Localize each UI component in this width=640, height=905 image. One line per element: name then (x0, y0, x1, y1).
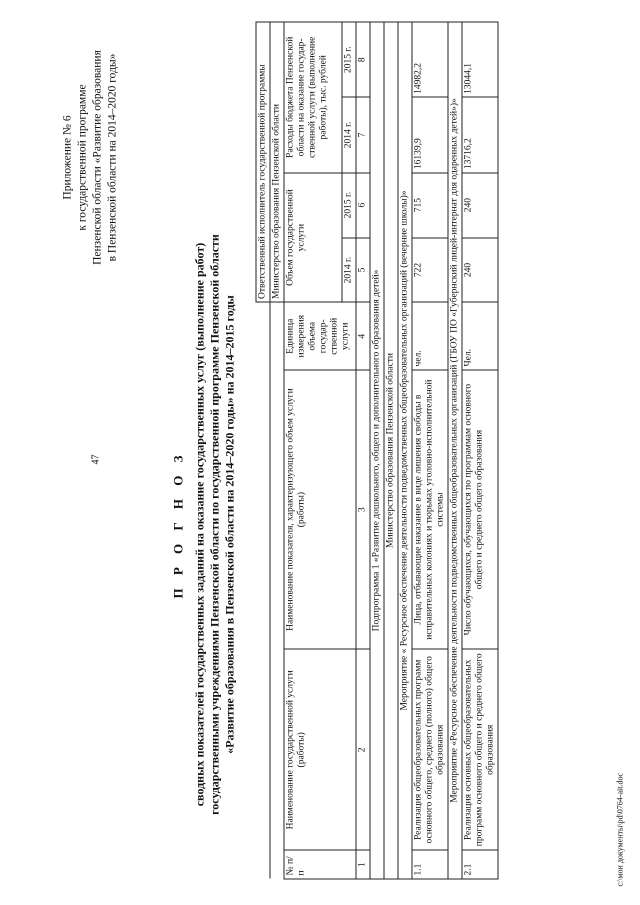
row-2-indicator: Число обучающихся, обучающихся по программам основного общего и среднего общего образования (462, 370, 498, 649)
event-2-title: Мероприятие «Ресурсное обеспечение деятельности подведомственных общеобразовательных организаций (ГБОУ ПО «Губернский лицей-интернат для одаренных детей»)» (448, 22, 462, 879)
annex-line-1: Приложение № 6 (61, 115, 74, 200)
row-2-expenses-2014: 13716,2 (462, 97, 498, 172)
row-2-unit: Чел. (462, 303, 498, 371)
row-1-expenses-2015: 14982,2 (412, 22, 448, 97)
volume-year-2014: 2014 г. (342, 238, 356, 303)
heading-line-3: «Развитие образования в Пензенской области на 2014–2020 годы» на 2014–2015 годы (222, 295, 237, 754)
ministry-title: Министерство образования Пензенской области (384, 22, 398, 879)
table-row (462, 22, 498, 879)
colnum-7: 7 (356, 97, 370, 172)
event-1-title: Мероприятие « Ресурсное обеспечение деятельности подведомственных общеобразовательных организаций (вечерние школы)» (398, 22, 412, 879)
row-2-expenses-2015: 13044,1 (462, 22, 498, 97)
header-row-main (284, 22, 342, 879)
annex-line-3: Пензенской области «Развитие образования (91, 50, 104, 265)
rotated-page (1, 0, 640, 905)
forecast-table (256, 22, 499, 880)
header-row-responsible (256, 22, 270, 879)
unit-header: Единица измерения объема государ-ственной услуги (284, 303, 356, 371)
row-1-volume-2015: 715 (412, 173, 448, 238)
colnum-6: 6 (356, 173, 370, 238)
row-1-num: 1.1 (412, 850, 448, 879)
row-1-expenses-2014: 16139,9 (412, 97, 448, 172)
subprogram-title: Подпрограмма 1 «Развитие дошкольного, общего и дополнительного образования детей» (370, 22, 384, 879)
column-number-row (356, 22, 370, 879)
document-heading (171, 215, 238, 835)
volume-header: Объем государственной услуги (284, 173, 342, 303)
annex-line-2: к государственной программе (76, 84, 89, 231)
heading-line-2: государственными учреждениями Пензенской области по государственной программе Пензенской области (207, 234, 222, 815)
heading-line-1: сводных показателей государственных заданий на оказание государственных услуг (выполнение работ) (192, 242, 207, 807)
file-path-footer: c:\мои документы\pd\0764-ait.doc (615, 773, 625, 887)
volume-year-2015: 2015 г. (342, 173, 356, 238)
responsible-header: Ответственный исполнитель государственной программы (256, 22, 270, 303)
row-2-volume-2014: 240 (462, 238, 498, 303)
expenses-header: Расходы бюджета Пензенской области на оказание государ-ственной услуги (выполнение работы), тыс. рублей (284, 22, 342, 173)
row-2-service: Реализация основных общеобразовательных программ основного общего и среднего общего образования (462, 649, 498, 850)
colnum-5: 5 (356, 238, 370, 303)
annex-line-4: в Пензенской области на 2014–2020 годы» (106, 53, 119, 262)
colnum-1: 1 (356, 850, 370, 879)
row-1-service: Реализация общеобразовательных программ основного общего, среднего (полного) общего образования (412, 649, 448, 850)
colnum-8: 8 (356, 22, 370, 97)
indicator-header: Наименование показателя, характеризующего объем услуги (работы) (284, 370, 356, 649)
colnum-3: 3 (356, 370, 370, 649)
event-row-1 (398, 22, 412, 879)
header-row-ministry (270, 22, 284, 879)
event-row-2 (448, 22, 462, 879)
colnum-2: 2 (356, 649, 370, 850)
table-row (412, 22, 448, 879)
ministry-row (384, 22, 398, 879)
row-2-num: 2.1 (462, 850, 498, 879)
service-header: Наименование государственной услуги (работы) (284, 649, 356, 850)
row-1-volume-2014: 722 (412, 238, 448, 303)
expenses-year-2014: 2014 г. (342, 97, 356, 172)
row-2-volume-2015: 240 (462, 173, 498, 238)
annex-block (61, 18, 121, 298)
num-header: № п/п (284, 850, 356, 879)
page-number: 47 (90, 454, 102, 465)
subprogram-row (370, 22, 384, 879)
row-1-indicator: Лица, отбывающие наказание в виде лишения свободы в исправительных колониях и тюрьмах уголовно-исполнительной системы (412, 370, 448, 649)
expenses-year-2015: 2015 г. (342, 22, 356, 97)
row-1-unit: чел. (412, 303, 448, 371)
ministry-header: Министерство образования Пензенской области (270, 22, 284, 303)
colnum-4: 4 (356, 303, 370, 371)
document-title: П Р О Г Н О З (170, 450, 186, 599)
